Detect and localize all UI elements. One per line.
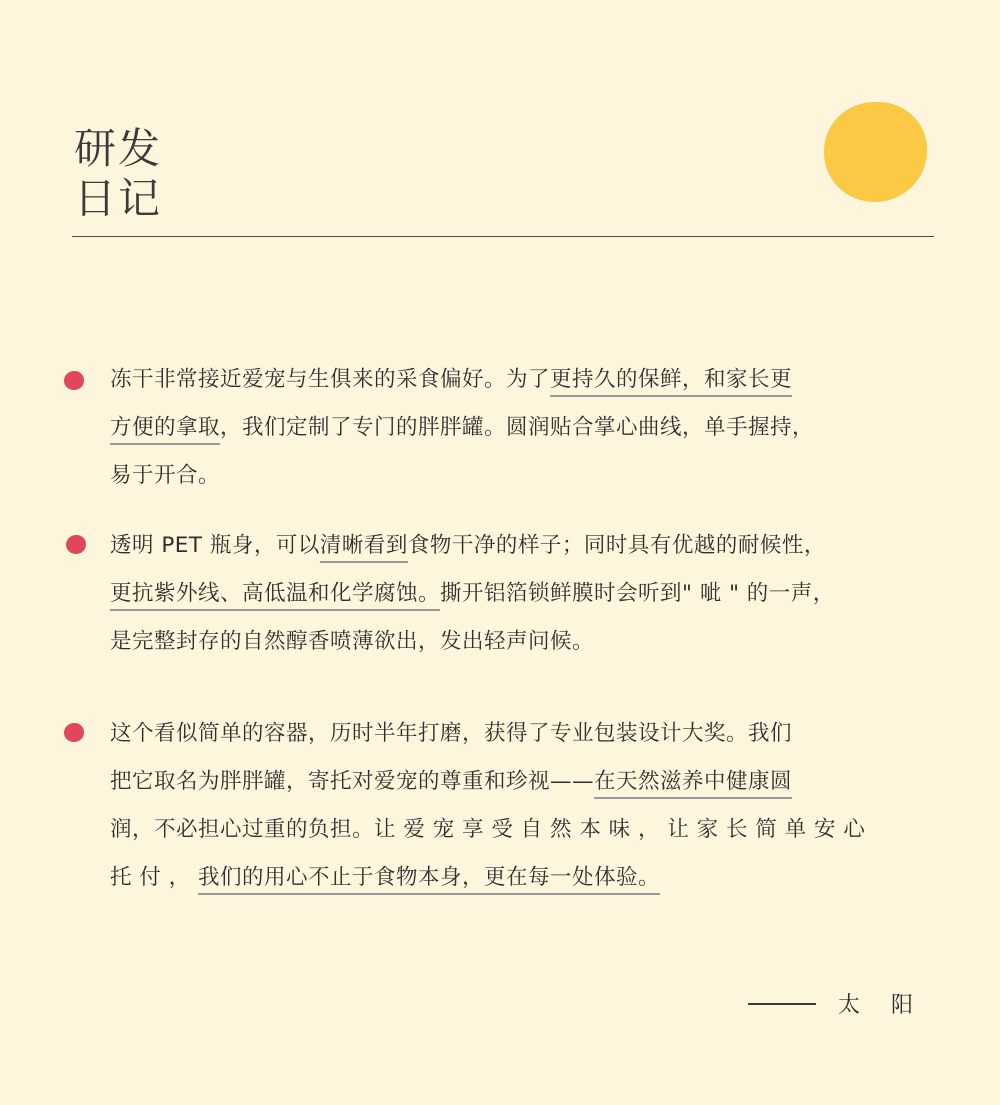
title-line-2: 日记 [74,174,163,223]
signature [748,988,925,1019]
underlined-text: 清晰看到 [319,533,408,558]
paragraph-line [110,404,930,452]
underlined-text: 在天然滋养中健康圆 [594,769,793,794]
text-span: 托 付 ， [110,865,199,890]
paragraph-2 [110,522,930,666]
paragraph-line [110,618,930,666]
page-title [74,124,162,224]
header-divider [72,236,934,237]
underlined-text: 更抗紫外线、高低温和化学腐蚀。 [110,581,441,606]
signature-name: 太 阳 [838,993,925,1018]
text-span: 易于开合。 [110,463,221,488]
paragraph-line [110,570,930,618]
title-line-1: 研发 [74,124,163,173]
paragraph-3 [110,710,930,902]
text-span: 食物干净的样子；同时具有优越的耐候性， [407,533,826,558]
paragraph-line [110,806,930,854]
text-span: 透明 PET 瓶身，可以 [110,533,320,558]
bullet-dot-2 [66,535,86,554]
underlined-text: 更持久的保鲜，和家长更 [550,367,793,392]
text-span: 是完整封存的自然醇香喷薄欲出，发出轻声问候。 [110,629,595,654]
paragraph-line [110,710,930,758]
paragraph-line [110,758,930,806]
paragraph-line [110,356,930,404]
text-span: ，我们定制了专门的胖胖罐。圆润贴合掌心曲线，单手握持， [220,415,815,440]
paragraph-1 [110,356,930,500]
paragraph-line [110,854,930,902]
bullet-dot-3 [64,723,84,742]
text-span: 润，不必担心过重的负担。让 爱 宠 享 受 自 然 本 味 ， 让 家 长 简 单 安 心 [110,817,866,842]
paragraph-line [110,522,930,570]
signature-dash [748,1003,816,1005]
paragraph-line [110,452,930,500]
text-span: 这个看似简单的容器，历时半年打磨，获得了专业包装设计大奖。我们 [110,721,793,746]
text-span: 撕开铝箔锁鲜膜时会听到" 呲 " 的一声， [440,581,835,606]
bullet-dot-1 [64,371,84,390]
underlined-text: 我们的用心不止于食物本身，更在每一处体验。 [198,865,661,890]
text-span: 把它取名为胖胖罐，寄托对爱宠的尊重和珍视—— [110,769,595,794]
underlined-text: 方便的拿取 [110,415,221,440]
sun-decoration [824,102,927,202]
text-span: 冻干非常接近爱宠与生俱来的采食偏好。为了 [110,367,551,392]
